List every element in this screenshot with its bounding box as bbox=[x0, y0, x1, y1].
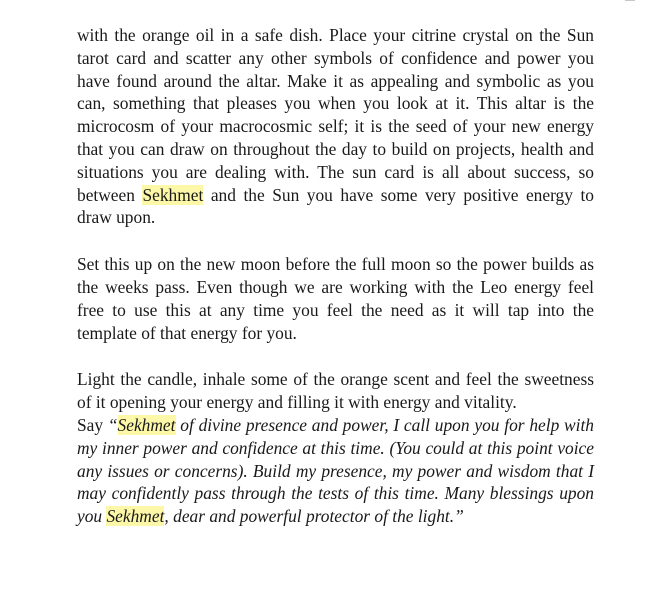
invocation-open-quote: “ bbox=[107, 414, 118, 435]
invocation-text-start: of divine presence and power, I call upon you for help with my inner power and confidence at this time. (You could at this point voice any issues or concerns). Build my presence, my power and wisdom that I may confidently pass through the tests of this time. Many blessings upon you bbox=[77, 414, 595, 527]
paragraph-spacer bbox=[77, 229, 594, 253]
invocation-quote bbox=[77, 415, 594, 526]
paragraph-new-moon: Set this up on the new moon before the full moon so the power builds as the weeks pass. Even though we are working with the Leo energy feel free to use this at any time you feel the need as it will tap into the template of that energy for you. bbox=[77, 254, 594, 343]
highlighted-word-sekhmet: Sekhmet bbox=[117, 414, 176, 435]
paragraph-altar-setup bbox=[77, 24, 594, 229]
paragraph-light-candle: Light the candle, inhale some of the orange scent and feel the sweetness of it opening your energy and filling it with energy and vitality. bbox=[77, 369, 594, 413]
page-corner-mark bbox=[625, 0, 635, 1]
invocation-text-end: , dear and powerful protector of the light.” bbox=[164, 506, 464, 527]
paragraph-altar-text-start: with the orange oil in a safe dish. Place your citrine crystal on the Sun tarot card and scatter any other symbols of confidence and power you have found around the altar. Make it as appealing and symbolic as you can, something that pleases you when you look at it. This altar is the microcosm of your macrocosmic self; it is the seed of your new energy that you can draw on throughout the day to build on projects, health and situations you are dealing with. The sun card is all about success, so between bbox=[77, 25, 594, 205]
highlighted-word-sekhmet: Sekhmet bbox=[106, 506, 165, 527]
invocation-say-label: Say bbox=[77, 414, 108, 435]
document-body bbox=[77, 24, 594, 528]
paragraph-spacer bbox=[77, 344, 594, 368]
highlighted-word-sekhmet: Sekhmet bbox=[142, 184, 204, 205]
paragraph-altar-text-end: and the Sun you have some very positive energy to draw upon. bbox=[77, 184, 594, 228]
paragraph-invocation bbox=[77, 414, 594, 528]
